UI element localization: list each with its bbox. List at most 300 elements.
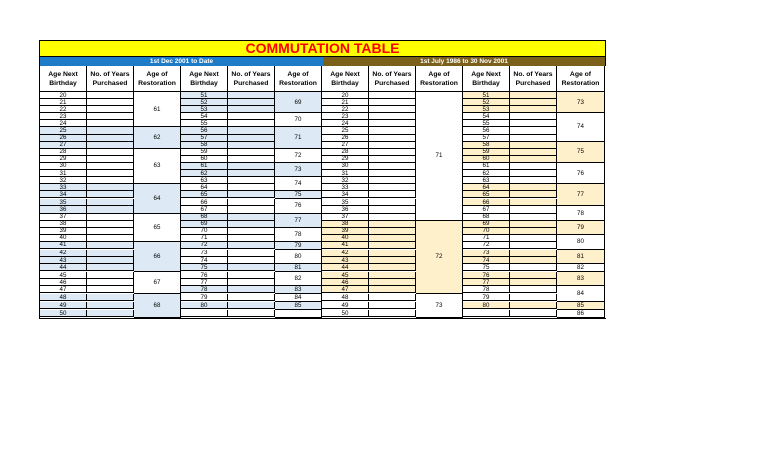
years-purchased-cell xyxy=(369,120,416,127)
age-next-birthday-cell: 72 xyxy=(463,242,510,249)
age-next-birthday-cell: 64 xyxy=(181,184,228,191)
years-purchased-cell xyxy=(369,177,416,184)
age-next-birthday-cell: 37 xyxy=(40,214,87,221)
years-purchased-cell xyxy=(87,170,134,177)
years-purchased-cell xyxy=(87,250,134,257)
years-purchased-cell xyxy=(369,163,416,170)
age-next-birthday-cell: 35 xyxy=(40,199,87,206)
age-next-birthday-cell: 40 xyxy=(40,235,87,242)
age-next-birthday-cell: 79 xyxy=(181,294,228,301)
age-of-restoration-cell: 82 xyxy=(557,264,605,272)
age-next-birthday-cell: 33 xyxy=(322,184,369,191)
age-next-birthday-cell: 69 xyxy=(463,221,510,228)
age-of-restoration-cell: 83 xyxy=(557,272,605,286)
column-header: No. of Years Purchased xyxy=(228,66,275,92)
years-purchased-cell xyxy=(228,228,275,235)
years-purchased-cell xyxy=(228,302,275,309)
age-next-birthday-cell: 58 xyxy=(463,142,510,149)
years-purchased-cell xyxy=(87,221,134,228)
age-next-birthday-cell: 39 xyxy=(40,228,87,235)
age-next-birthday-cell: 55 xyxy=(463,120,510,127)
age-next-birthday-cell: 41 xyxy=(322,242,369,249)
age-of-restoration-cell: 73 xyxy=(416,294,463,318)
years-purchased-cell xyxy=(87,120,134,127)
years-purchased-cell xyxy=(510,310,557,317)
years-purchased-cell xyxy=(510,214,557,221)
years-purchased-cell xyxy=(228,272,275,279)
age-next-birthday-cell: 32 xyxy=(40,177,87,184)
years-purchased-cell xyxy=(228,242,275,249)
age-of-restoration-cell: 74 xyxy=(275,177,322,191)
age-of-restoration-cell: 84 xyxy=(275,294,322,302)
commutation-grid xyxy=(39,66,606,319)
years-purchased-cell xyxy=(228,156,275,163)
age-next-birthday-cell: 29 xyxy=(322,156,369,163)
age-of-restoration-cell: 81 xyxy=(275,264,322,272)
years-purchased-cell xyxy=(228,149,275,156)
years-purchased-cell xyxy=(87,113,134,120)
age-next-birthday-cell: 47 xyxy=(322,286,369,293)
years-purchased-cell xyxy=(369,156,416,163)
age-next-birthday-cell: 46 xyxy=(322,279,369,286)
age-next-birthday-cell: 78 xyxy=(181,286,228,293)
age-next-birthday-cell: 67 xyxy=(181,206,228,213)
years-purchased-cell xyxy=(369,302,416,309)
age-next-birthday-cell xyxy=(181,310,228,317)
age-next-birthday-cell: 70 xyxy=(181,228,228,235)
years-purchased-cell xyxy=(87,310,134,317)
age-of-restoration-cell: 72 xyxy=(416,221,463,295)
age-next-birthday-cell: 62 xyxy=(181,170,228,177)
age-next-birthday-cell: 49 xyxy=(40,302,87,309)
years-purchased-cell xyxy=(87,242,134,249)
age-of-restoration-cell: 81 xyxy=(557,250,605,264)
age-next-birthday-cell: 56 xyxy=(463,127,510,134)
age-next-birthday-cell: 79 xyxy=(463,294,510,301)
age-next-birthday-cell: 38 xyxy=(40,221,87,228)
age-next-birthday-cell: 74 xyxy=(181,257,228,264)
years-purchased-cell xyxy=(87,272,134,279)
age-next-birthday-cell: 43 xyxy=(322,257,369,264)
years-purchased-cell xyxy=(228,142,275,149)
years-purchased-cell xyxy=(369,228,416,235)
age-next-birthday-cell: 40 xyxy=(322,235,369,242)
age-next-birthday-cell: 44 xyxy=(322,264,369,271)
age-next-birthday-cell: 57 xyxy=(463,135,510,142)
age-of-restoration-cell: 73 xyxy=(275,163,322,177)
years-purchased-cell xyxy=(228,99,275,106)
years-purchased-cell xyxy=(510,228,557,235)
years-purchased-cell xyxy=(510,242,557,249)
age-next-birthday-cell: 51 xyxy=(463,92,510,99)
years-purchased-cell xyxy=(510,120,557,127)
years-purchased-cell xyxy=(228,177,275,184)
years-purchased-cell xyxy=(369,99,416,106)
age-next-birthday-cell: 67 xyxy=(463,206,510,213)
age-next-birthday-cell: 65 xyxy=(181,191,228,198)
age-of-restoration-cell: 85 xyxy=(275,302,322,310)
age-next-birthday-cell: 52 xyxy=(463,99,510,106)
age-next-birthday-cell: 73 xyxy=(463,250,510,257)
age-of-restoration-cell: 80 xyxy=(557,235,605,250)
age-next-birthday-cell: 53 xyxy=(463,106,510,113)
age-next-birthday-cell: 59 xyxy=(463,149,510,156)
age-of-restoration-cell: 68 xyxy=(134,294,181,318)
age-next-birthday-cell: 68 xyxy=(181,214,228,221)
years-purchased-cell xyxy=(228,221,275,228)
age-next-birthday-cell: 26 xyxy=(322,135,369,142)
age-of-restoration-cell: 76 xyxy=(275,199,322,213)
age-next-birthday-cell: 59 xyxy=(181,149,228,156)
years-purchased-cell xyxy=(87,106,134,113)
age-of-restoration-cell: 61 xyxy=(134,92,181,127)
years-purchased-cell xyxy=(510,199,557,206)
age-next-birthday-cell: 28 xyxy=(40,149,87,156)
years-purchased-cell xyxy=(510,92,557,99)
age-of-restoration-cell: 78 xyxy=(557,206,605,220)
age-of-restoration-cell: 80 xyxy=(275,250,322,264)
years-purchased-cell xyxy=(369,199,416,206)
age-next-birthday-cell: 56 xyxy=(181,127,228,134)
age-next-birthday-cell: 51 xyxy=(181,92,228,99)
age-of-restoration-cell: 78 xyxy=(275,228,322,242)
age-next-birthday-cell: 37 xyxy=(322,214,369,221)
years-purchased-cell xyxy=(87,294,134,301)
years-purchased-cell xyxy=(369,92,416,99)
years-purchased-cell xyxy=(228,294,275,301)
years-purchased-cell xyxy=(510,113,557,120)
years-purchased-cell xyxy=(369,135,416,142)
age-next-birthday-cell: 72 xyxy=(181,242,228,249)
age-next-birthday-cell: 69 xyxy=(181,221,228,228)
age-next-birthday-cell: 78 xyxy=(463,286,510,293)
years-purchased-cell xyxy=(87,135,134,142)
years-purchased-cell xyxy=(510,272,557,279)
age-next-birthday-cell: 31 xyxy=(40,170,87,177)
years-purchased-cell xyxy=(228,184,275,191)
years-purchased-cell xyxy=(510,294,557,301)
years-purchased-cell xyxy=(87,92,134,99)
years-purchased-cell xyxy=(510,135,557,142)
age-of-restoration-cell: 73 xyxy=(557,92,605,113)
age-of-restoration-cell: 82 xyxy=(275,272,322,286)
age-next-birthday-cell: 70 xyxy=(463,228,510,235)
age-next-birthday-cell: 62 xyxy=(463,170,510,177)
age-next-birthday-cell: 64 xyxy=(463,184,510,191)
age-of-restoration-cell: 74 xyxy=(557,113,605,141)
years-purchased-cell xyxy=(510,286,557,293)
age-next-birthday-cell: 73 xyxy=(181,250,228,257)
column-header: Age of Restoration xyxy=(275,66,322,92)
right-period-label: 1st July 1986 to 30 Nov 2001 xyxy=(323,57,606,66)
age-next-birthday-cell: 60 xyxy=(181,156,228,163)
age-next-birthday-cell: 50 xyxy=(40,310,87,317)
age-of-restoration-cell: 86 xyxy=(557,310,605,318)
age-next-birthday-cell: 23 xyxy=(40,113,87,120)
age-of-restoration-cell: 71 xyxy=(275,127,322,148)
commutation-table-sheet xyxy=(39,40,606,319)
age-next-birthday-cell: 28 xyxy=(322,149,369,156)
age-of-restoration-cell: 85 xyxy=(557,302,605,310)
age-next-birthday-cell: 30 xyxy=(322,163,369,170)
age-of-restoration-cell: 62 xyxy=(134,127,181,148)
column-header: Age of Restoration xyxy=(134,66,181,92)
age-next-birthday-cell: 63 xyxy=(181,177,228,184)
age-next-birthday-cell: 61 xyxy=(463,163,510,170)
years-purchased-cell xyxy=(369,310,416,317)
years-purchased-cell xyxy=(369,184,416,191)
years-purchased-cell xyxy=(228,113,275,120)
years-purchased-cell xyxy=(369,272,416,279)
age-next-birthday-cell: 52 xyxy=(181,99,228,106)
age-next-birthday-cell: 63 xyxy=(463,177,510,184)
age-next-birthday-cell: 66 xyxy=(181,199,228,206)
years-purchased-cell xyxy=(369,170,416,177)
years-purchased-cell xyxy=(369,250,416,257)
age-next-birthday-cell: 36 xyxy=(322,206,369,213)
age-next-birthday-cell: 24 xyxy=(40,120,87,127)
years-purchased-cell xyxy=(510,142,557,149)
period-band xyxy=(39,57,606,66)
age-next-birthday-cell: 27 xyxy=(322,142,369,149)
years-purchased-cell xyxy=(87,127,134,134)
years-purchased-cell xyxy=(228,214,275,221)
age-next-birthday-cell: 30 xyxy=(40,163,87,170)
age-next-birthday-cell: 74 xyxy=(463,257,510,264)
age-of-restoration-cell xyxy=(275,310,322,318)
years-purchased-cell xyxy=(228,257,275,264)
years-purchased-cell xyxy=(510,235,557,242)
age-of-restoration-cell: 77 xyxy=(557,184,605,206)
years-purchased-cell xyxy=(228,191,275,198)
years-purchased-cell xyxy=(228,310,275,317)
age-next-birthday-cell: 55 xyxy=(181,120,228,127)
age-next-birthday-cell: 77 xyxy=(181,279,228,286)
years-purchased-cell xyxy=(87,214,134,221)
years-purchased-cell xyxy=(369,264,416,271)
years-purchased-cell xyxy=(369,214,416,221)
age-of-restoration-cell: 71 xyxy=(416,92,463,221)
age-next-birthday-cell: 23 xyxy=(322,113,369,120)
age-next-birthday-cell: 25 xyxy=(322,127,369,134)
age-next-birthday-cell: 58 xyxy=(181,142,228,149)
age-next-birthday-cell: 54 xyxy=(463,113,510,120)
age-next-birthday-cell: 26 xyxy=(40,135,87,142)
age-next-birthday-cell: 54 xyxy=(181,113,228,120)
age-next-birthday-cell xyxy=(463,310,510,317)
years-purchased-cell xyxy=(510,302,557,309)
years-purchased-cell xyxy=(87,199,134,206)
age-next-birthday-cell: 48 xyxy=(322,294,369,301)
years-purchased-cell xyxy=(87,302,134,309)
years-purchased-cell xyxy=(87,286,134,293)
years-purchased-cell xyxy=(228,106,275,113)
age-next-birthday-cell: 77 xyxy=(463,279,510,286)
age-next-birthday-cell: 21 xyxy=(322,99,369,106)
age-next-birthday-cell: 45 xyxy=(40,272,87,279)
years-purchased-cell xyxy=(228,206,275,213)
years-purchased-cell xyxy=(228,199,275,206)
age-next-birthday-cell: 25 xyxy=(40,127,87,134)
age-next-birthday-cell: 80 xyxy=(463,302,510,309)
years-purchased-cell xyxy=(228,170,275,177)
years-purchased-cell xyxy=(369,149,416,156)
years-purchased-cell xyxy=(369,127,416,134)
age-next-birthday-cell: 20 xyxy=(322,92,369,99)
age-of-restoration-cell: 65 xyxy=(134,214,181,242)
age-of-restoration-cell: 63 xyxy=(134,149,181,184)
age-of-restoration-cell: 64 xyxy=(134,184,181,213)
years-purchased-cell xyxy=(87,257,134,264)
column-header: Age of Restoration xyxy=(416,66,463,92)
years-purchased-cell xyxy=(510,264,557,271)
years-purchased-cell xyxy=(87,228,134,235)
years-purchased-cell xyxy=(228,127,275,134)
years-purchased-cell xyxy=(87,235,134,242)
years-purchased-cell xyxy=(510,257,557,264)
age-of-restoration-cell: 72 xyxy=(275,149,322,163)
years-purchased-cell xyxy=(87,142,134,149)
age-next-birthday-cell: 41 xyxy=(40,242,87,249)
age-next-birthday-cell: 75 xyxy=(181,264,228,271)
age-of-restoration-cell: 77 xyxy=(275,214,322,228)
age-next-birthday-cell: 36 xyxy=(40,206,87,213)
years-purchased-cell xyxy=(228,163,275,170)
years-purchased-cell xyxy=(510,191,557,198)
years-purchased-cell xyxy=(228,286,275,293)
age-of-restoration-cell: 75 xyxy=(557,142,605,163)
years-purchased-cell xyxy=(228,264,275,271)
years-purchased-cell xyxy=(369,257,416,264)
age-next-birthday-cell: 38 xyxy=(322,221,369,228)
age-of-restoration-cell: 79 xyxy=(557,221,605,235)
age-next-birthday-cell: 71 xyxy=(181,235,228,242)
table-title: COMMUTATION TABLE xyxy=(39,40,606,57)
years-purchased-cell xyxy=(228,250,275,257)
age-next-birthday-cell: 75 xyxy=(463,264,510,271)
column-header: Age Next Birthday xyxy=(181,66,228,92)
age-next-birthday-cell: 53 xyxy=(181,106,228,113)
years-purchased-cell xyxy=(369,286,416,293)
age-next-birthday-cell: 35 xyxy=(322,199,369,206)
years-purchased-cell xyxy=(369,235,416,242)
years-purchased-cell xyxy=(510,127,557,134)
years-purchased-cell xyxy=(369,113,416,120)
age-next-birthday-cell: 68 xyxy=(463,214,510,221)
age-next-birthday-cell: 80 xyxy=(181,302,228,309)
age-next-birthday-cell: 48 xyxy=(40,294,87,301)
age-next-birthday-cell: 76 xyxy=(463,272,510,279)
age-next-birthday-cell: 24 xyxy=(322,120,369,127)
age-next-birthday-cell: 34 xyxy=(322,191,369,198)
age-next-birthday-cell: 50 xyxy=(322,310,369,317)
years-purchased-cell xyxy=(228,235,275,242)
age-next-birthday-cell: 33 xyxy=(40,184,87,191)
years-purchased-cell xyxy=(510,250,557,257)
age-next-birthday-cell: 66 xyxy=(463,199,510,206)
age-next-birthday-cell: 71 xyxy=(463,235,510,242)
years-purchased-cell xyxy=(369,221,416,228)
years-purchased-cell xyxy=(369,142,416,149)
column-header: No. of Years Purchased xyxy=(510,66,557,92)
column-header: Age of Restoration xyxy=(557,66,605,92)
years-purchased-cell xyxy=(369,106,416,113)
years-purchased-cell xyxy=(87,264,134,271)
years-purchased-cell xyxy=(510,184,557,191)
years-purchased-cell xyxy=(510,106,557,113)
years-purchased-cell xyxy=(510,279,557,286)
age-next-birthday-cell: 43 xyxy=(40,257,87,264)
age-of-restoration-cell: 79 xyxy=(275,242,322,250)
age-next-birthday-cell: 22 xyxy=(40,106,87,113)
years-purchased-cell xyxy=(369,191,416,198)
age-next-birthday-cell: 31 xyxy=(322,170,369,177)
age-next-birthday-cell: 34 xyxy=(40,191,87,198)
age-next-birthday-cell: 32 xyxy=(322,177,369,184)
years-purchased-cell xyxy=(87,156,134,163)
age-next-birthday-cell: 47 xyxy=(40,286,87,293)
age-of-restoration-cell: 84 xyxy=(557,286,605,302)
years-purchased-cell xyxy=(510,149,557,156)
years-purchased-cell xyxy=(228,120,275,127)
years-purchased-cell xyxy=(228,279,275,286)
age-of-restoration-cell: 69 xyxy=(275,92,322,113)
age-of-restoration-cell: 83 xyxy=(275,286,322,294)
age-next-birthday-cell: 39 xyxy=(322,228,369,235)
years-purchased-cell xyxy=(87,149,134,156)
age-next-birthday-cell: 20 xyxy=(40,92,87,99)
age-next-birthday-cell: 22 xyxy=(322,106,369,113)
column-header: Age Next Birthday xyxy=(40,66,87,92)
years-purchased-cell xyxy=(87,206,134,213)
column-header: No. of Years Purchased xyxy=(369,66,416,92)
years-purchased-cell xyxy=(510,206,557,213)
age-next-birthday-cell: 42 xyxy=(322,250,369,257)
years-purchased-cell xyxy=(87,177,134,184)
years-purchased-cell xyxy=(510,163,557,170)
age-next-birthday-cell: 27 xyxy=(40,142,87,149)
age-next-birthday-cell: 21 xyxy=(40,99,87,106)
years-purchased-cell xyxy=(228,92,275,99)
column-header: No. of Years Purchased xyxy=(87,66,134,92)
age-next-birthday-cell: 45 xyxy=(322,272,369,279)
age-next-birthday-cell: 61 xyxy=(181,163,228,170)
age-of-restoration-cell: 67 xyxy=(134,272,181,294)
years-purchased-cell xyxy=(87,279,134,286)
column-header: Age Next Birthday xyxy=(463,66,510,92)
years-purchased-cell xyxy=(87,191,134,198)
years-purchased-cell xyxy=(510,99,557,106)
years-purchased-cell xyxy=(369,294,416,301)
years-purchased-cell xyxy=(87,99,134,106)
age-next-birthday-cell: 46 xyxy=(40,279,87,286)
column-header: Age Next Birthday xyxy=(322,66,369,92)
years-purchased-cell xyxy=(510,221,557,228)
age-next-birthday-cell: 49 xyxy=(322,302,369,309)
age-next-birthday-cell: 29 xyxy=(40,156,87,163)
years-purchased-cell xyxy=(510,156,557,163)
age-of-restoration-cell: 76 xyxy=(557,163,605,184)
age-next-birthday-cell: 65 xyxy=(463,191,510,198)
years-purchased-cell xyxy=(228,135,275,142)
age-of-restoration-cell: 75 xyxy=(275,191,322,199)
years-purchased-cell xyxy=(369,206,416,213)
age-next-birthday-cell: 57 xyxy=(181,135,228,142)
years-purchased-cell xyxy=(87,163,134,170)
years-purchased-cell xyxy=(369,242,416,249)
age-next-birthday-cell: 60 xyxy=(463,156,510,163)
age-of-restoration-cell: 66 xyxy=(134,242,181,272)
